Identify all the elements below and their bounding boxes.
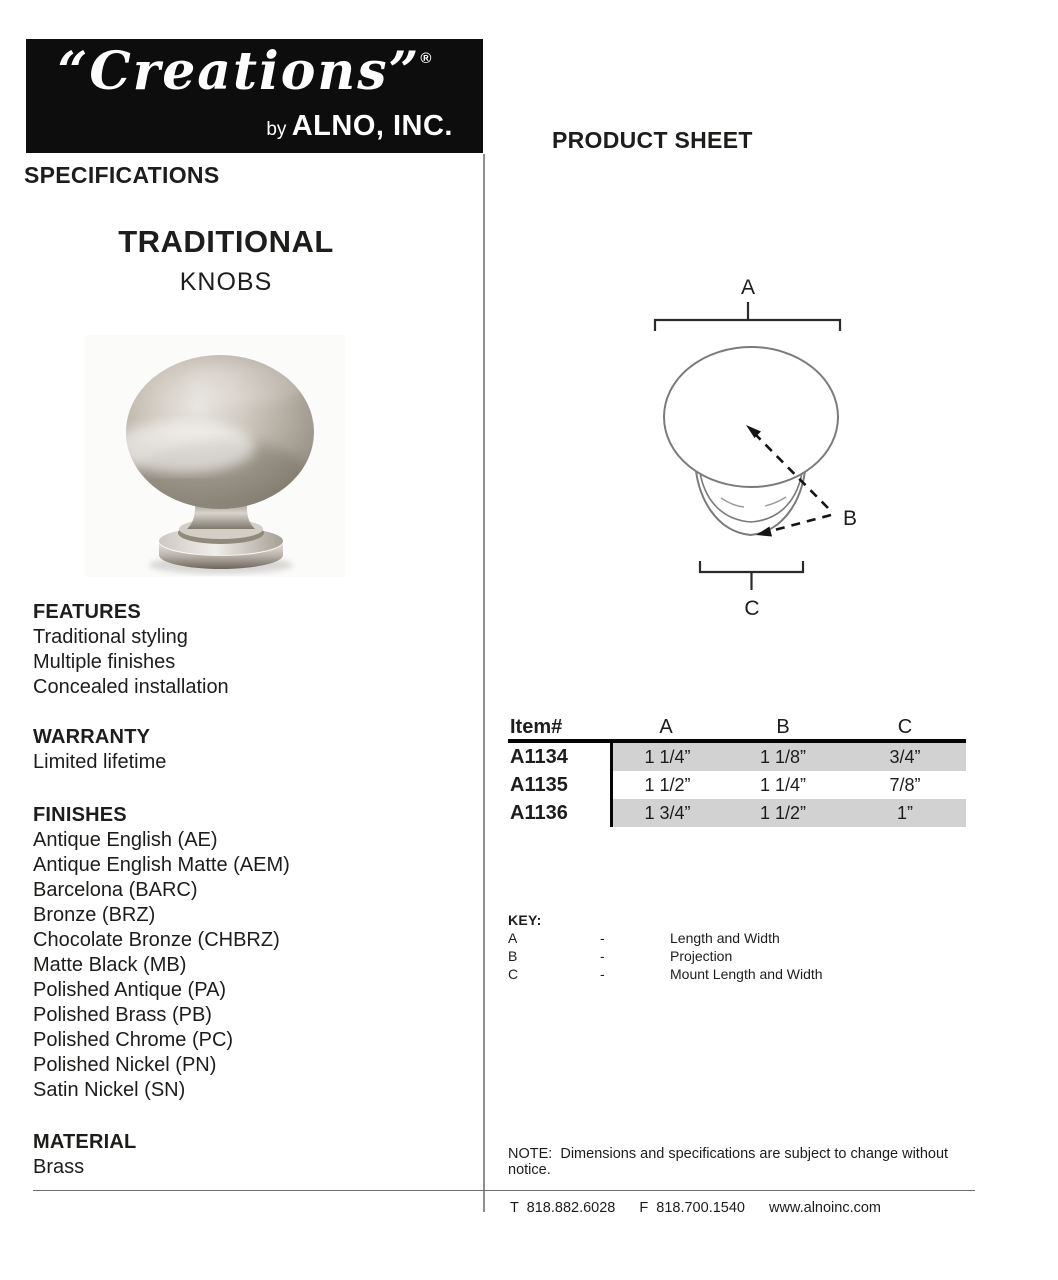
column-header-a: A [659,716,673,738]
product-subtitle: KNOBS [179,268,273,296]
table-row [508,799,966,827]
disclaimer-note: NOTE: Dimensions and specifications are subject to change without notice. [508,1146,953,1178]
footer-telephone: T 818.882.6028 [510,1200,616,1216]
key-description: Projection [670,948,733,964]
product-sheet-heading: PRODUCT SHEET [552,127,753,153]
dim-c-value: 1” [844,799,966,827]
table-row [508,771,966,799]
feature-item: Concealed installation [33,676,229,698]
finish-item: Polished Chrome (PC) [33,1029,234,1051]
footer-contact [510,1200,905,1216]
product-title: TRADITIONAL [118,224,334,259]
dimension-a-label: A [740,276,756,299]
column-header-item: Item# [510,716,563,738]
dim-c-value: 7/8” [889,774,921,795]
key-separator: - [600,930,605,946]
logo-script-text [26,41,463,102]
table-row [508,743,966,771]
product-title-block [0,224,452,297]
key-row [508,947,823,965]
features-heading: FEATURES [33,601,141,623]
logo-brand-name: “Creations” [57,41,421,102]
dimension-a-bracket [655,320,840,331]
material-item: Brass [33,1156,85,1178]
dim-a-value: 1 1/2” [610,771,722,799]
dim-b-value: 1 1/8” [722,743,844,771]
finish-item: Matte Black (MB) [33,954,187,976]
finish-item: Satin Nickel (SN) [33,1079,186,1101]
logo-company-name: ALNO, INC. [291,110,453,142]
item-number: A1136 [508,802,610,825]
key-description: Length and Width [670,930,780,946]
logo-byline [266,110,453,143]
dim-b-value: 1 1/2” [722,799,844,827]
dim-a-value: 1 1/4” [610,743,722,771]
specifications-heading: SPECIFICATIONS [24,162,220,188]
dim-c-value: 3/4” [844,743,966,771]
item-number: A1135 [508,774,610,797]
key-separator: - [600,948,605,964]
key-row [508,965,823,983]
finishes-heading: FINISHES [33,804,127,826]
footer-divider [33,1190,975,1191]
footer-website: www.alnoinc.com [768,1200,881,1216]
material-heading: MATERIAL [33,1131,137,1153]
dimension-b-label: B [843,507,858,530]
key-separator: - [600,966,605,982]
knob-product-photo [85,335,345,577]
spec-table-header [508,716,966,743]
vertical-divider [483,154,485,1212]
key-letter: C [508,966,519,982]
dimension-c-label: C [744,597,760,620]
warranty-heading: WARRANTY [33,726,151,748]
key-letter: B [508,948,518,964]
column-header-b: B [776,716,790,738]
key-row [508,929,823,947]
dim-b-value: 1 1/4” [759,774,807,795]
diagram-knob-head-outline [664,347,838,487]
footer-fax: F 818.700.1540 [639,1200,745,1216]
feature-item: Traditional styling [33,626,188,648]
finishes-section [33,803,463,1103]
column-header-c: C [897,716,913,738]
feature-item: Multiple finishes [33,651,176,673]
warranty-section [33,725,463,775]
material-section [33,1130,463,1180]
finish-item: Barcelona (BARC) [33,879,198,901]
finish-item: Antique English (AE) [33,829,218,851]
key-heading: KEY: [508,912,542,928]
finish-item: Bronze (BRZ) [33,904,156,926]
item-number: A1134 [508,746,610,769]
key-letter: A [508,930,518,946]
creations-logo [26,39,483,153]
key-section [508,911,823,983]
registered-trademark-icon: ® [420,50,432,67]
finish-item: Polished Nickel (PN) [33,1054,217,1076]
finish-item: Chocolate Bronze (CHBRZ) [33,929,280,951]
spec-table [508,716,966,827]
logo-by-prefix: by [266,119,292,140]
key-description: Mount Length and Width [670,966,823,982]
finish-item: Polished Antique (PA) [33,979,227,1001]
finish-item: Antique English Matte (AEM) [33,854,290,876]
dimension-c-bracket [700,561,803,572]
warranty-item: Limited lifetime [33,751,167,773]
finish-item: Polished Brass (PB) [33,1004,212,1026]
features-section [33,600,463,700]
dimension-diagram [615,268,930,623]
dim-a-value: 1 3/4” [610,799,722,827]
